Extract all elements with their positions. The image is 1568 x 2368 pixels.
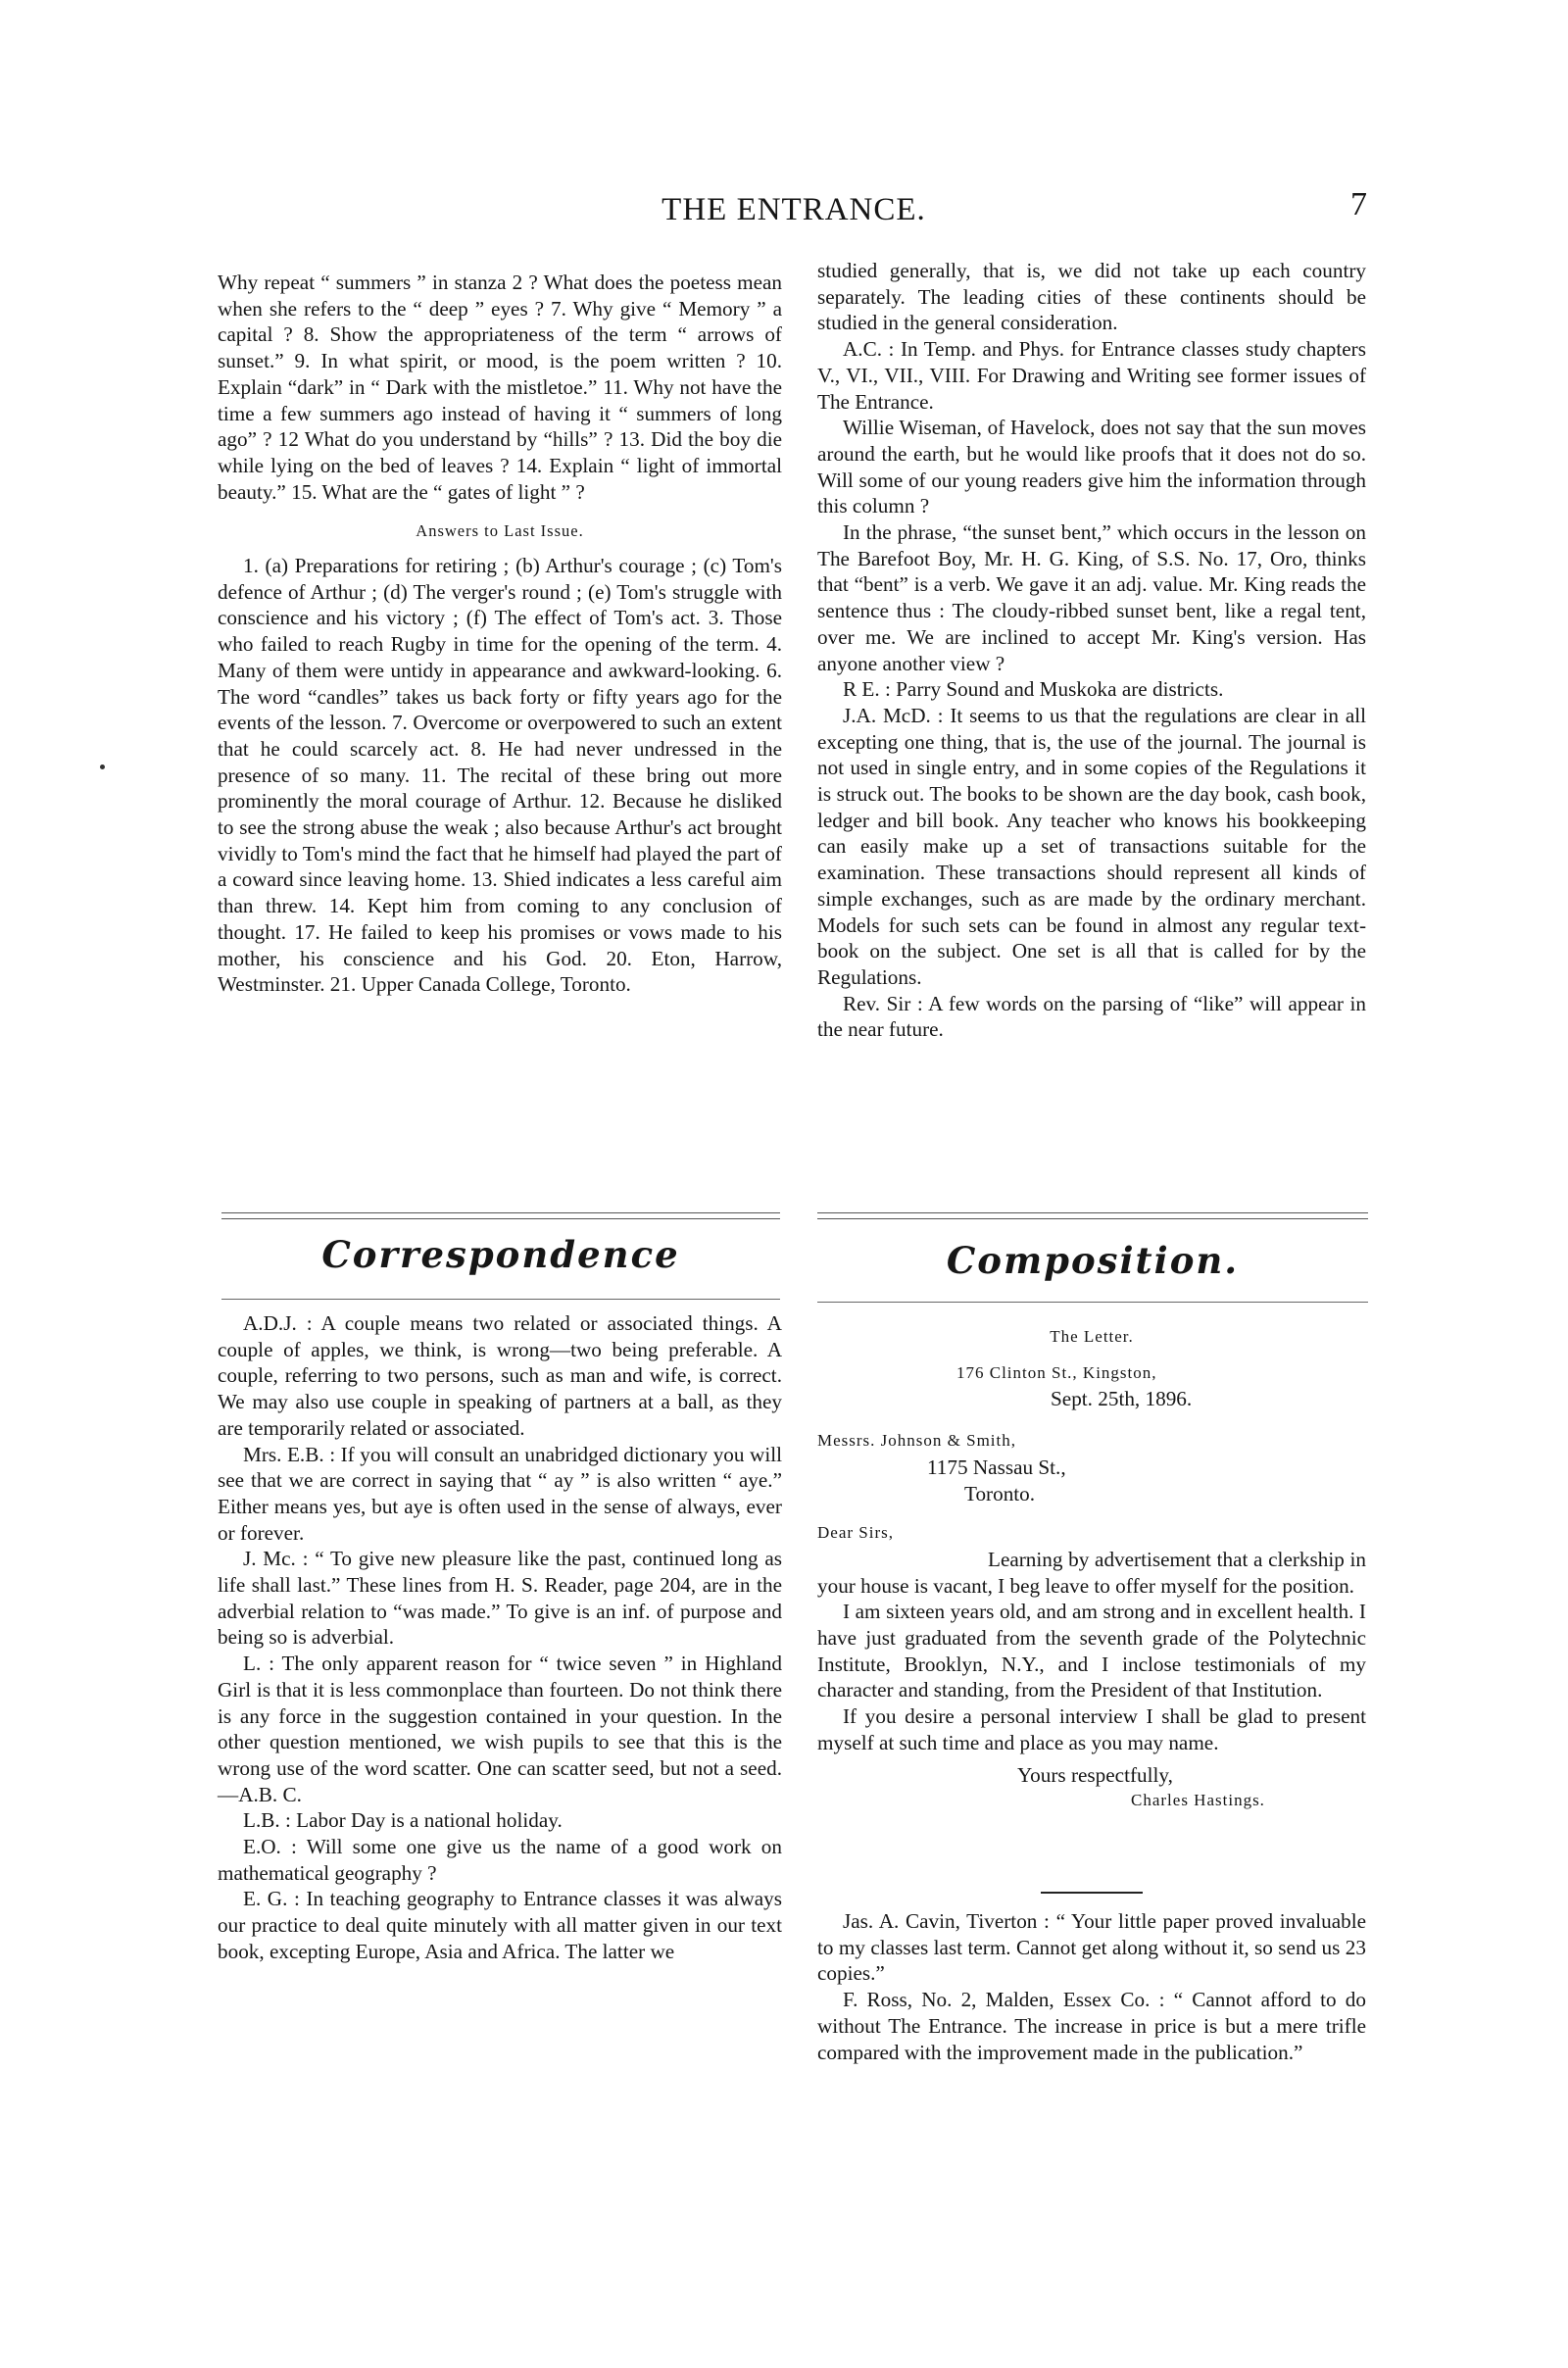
- questions-column: [218, 270, 782, 998]
- recipient-name: Messrs. Johnson & Smith,: [817, 1431, 1016, 1451]
- letter-body: Learning by advertisement that a clerkship in your house is vacant, I beg leave to offer myself for the position.: [817, 1547, 1366, 1598]
- reply-paragraph: studied generally, that is, we did not take up each country separately. The leading cities of these continents should be studied in the general consideration.: [817, 259, 1366, 335]
- answers-text: 1. (a) Preparations for retiring ; (b) Arthur's courage ; (c) Tom's defence of Arthur ; (d) The verger's round ; (e) Tom's struggle with conscience and his victory ; (f) The effect of Tom's act. 3. Those who failed to reach Rugby in time for the opening of the term. 4. Many of them were untidy in appearance and awkward-looking. 6. The word “candles” takes us back forty or fifty years ago for the events of the lesson. 7. Overcome or overpowered to such an extent that he could scarcely act. 8. He had never undressed in the presence of so many. 11. The recital of these bring out more prominently the moral courage of Arthur. 12. Because he disliked to see the strong abuse the weak ; also because Arthur's act brought vividly to Tom's mind the fact that he himself had played the part of a coward since leaving home. 13. Shied indicates a less careful aim than threw. 14. Kept him from coming to any conclusion of thought. 17. He failed to keep his promises or vows made to his mother, his conscience and his God. 20. Eton, Harrow, Westminster. 21. Upper Canada College, Toronto.: [218, 554, 782, 997]
- letter-closing: Yours respectfully,: [1017, 1762, 1173, 1787]
- sample-letter: [817, 1318, 1366, 1814]
- correspondence-heading: Correspondence: [321, 1233, 680, 1276]
- margin-speck: [100, 765, 105, 769]
- reply-paragraph: In the phrase, “the sunset bent,” which occurs in the lesson on The Barefoot Boy, Mr. H. G. King, of S.S. No. 17, Oro, thinks that “bent” is a verb. We gave it an adj. value. Mr. King reads the sentence thus : The cloudy-ribbed sunset bent, like a regal tent, over me. We are inclined to accept Mr. King's version. Has anyone another view ?: [817, 520, 1366, 675]
- letter-title: The Letter.: [1050, 1327, 1134, 1346]
- recipient-city: Toronto.: [964, 1481, 1036, 1505]
- endorsement-divider: [1041, 1892, 1143, 1894]
- sender-address: 176 Clinton St., Kingston,: [956, 1362, 1157, 1382]
- reply-paragraph: R E. : Parry Sound and Muskoka are districts.: [843, 677, 1224, 702]
- reply-paragraph: Willie Wiseman, of Havelock, does not say that the sun moves around the earth, but he would like proofs that it does not do so. Will some of our young readers give him the information through this column ?: [817, 416, 1366, 518]
- correspondence-item: Mrs. E.B. : If you will consult an unabridged dictionary you will see that we are correct in saying that “ ay ” is also written “ aye.” Either means yes, but aye is often used in the sense of always, ever or forever.: [218, 1442, 782, 1545]
- correspondence-item: E.O. : Will some one give us the name of a good work on mathematical geography ?: [218, 1835, 782, 1885]
- letter-signature: Charles Hastings.: [1131, 1791, 1265, 1810]
- correspondence-item: E. G. : In teaching geography to Entrance classes it was always our practice to deal quite minutely with all matter given in our text book, excepting Europe, Asia and Africa. The latter we: [218, 1887, 782, 1963]
- recipient-street: 1175 Nassau St.,: [927, 1455, 1066, 1479]
- correspondence-column: [218, 1310, 782, 1965]
- letter-date: Sept. 25th, 1896.: [1051, 1387, 1193, 1411]
- reply-paragraph: Rev. Sir : A few words on the parsing of “like” will appear in the near future.: [817, 991, 1366, 1042]
- letter-body: If you desire a personal interview I shall be glad to present myself at such time and place as you may name.: [817, 1704, 1366, 1754]
- running-title: THE ENTRANCE.: [662, 192, 926, 227]
- composition-heading: Composition.: [946, 1239, 1240, 1282]
- replies-column: [817, 258, 1366, 1043]
- correspondence-item: J. Mc. : “ To give new pleasure like the past, continued long as life shall last.” These lines from H. S. Reader, page 204, are in the adverbial relation to “was made.” To give is an inf. of purpose and being so is adverbial.: [218, 1547, 782, 1650]
- reply-paragraph: A.C. : In Temp. and Phys. for Entrance classes study chapters V., VI., VII., VIII. For Drawing and Writing see former issues of The Entrance.: [817, 337, 1366, 414]
- correspondence-item: L.B. : Labor Day is a national holiday.: [243, 1808, 563, 1833]
- study-questions: Why repeat “ summers ” in stanza 2 ? What does the poetess mean when she refers to the “ deep ” eyes ? 7. Why give “ Memory ” a capital ? 8. Show the appropriateness of the term “ arrows of sunset.” 9. In what spirit, or mood, is the poem written ? 10. Explain “dark” in “ Dark with the mistletoe.” 11. Why not have the time a few summers ago instead of having it “ summers of long ago” ? 12 What do you understand by “hills” ? 13. Did the boy die while lying on the bed of leaves ? 14. Explain “ light of immortal beauty.” 15. What are the “ gates of light ” ?: [218, 271, 782, 504]
- reply-paragraph: J.A. McD. : It seems to us that the regulations are clear in all excepting one thing, that is, the use of the journal. The journal is not used in single entry, and in some copies of the Regulations it is struck out. The books to be shown are the day book, cash book, ledger and bill book. Any teacher who knows his bookkeeping can easily make up a set of transactions suitable for the examination. These transactions should represent all kinds of simple exchanges, such as are made by the ordinary merchant. Models for such sets can be found in almost any regular text-book on the subject. One set is all that is called for by the Regulations.: [817, 703, 1366, 989]
- letter-body: I am sixteen years old, and am strong and in excellent health. I have just graduated from the seventh grade of the Polytechnic Institute, Brooklyn, N.Y., and I inclose testimonials of my character and standing, from the President of that Institution.: [817, 1600, 1366, 1702]
- endorsements: [817, 1908, 1366, 2065]
- endorsement-quote: Jas. A. Cavin, Tiverton : “ Your little paper proved invaluable to my classes last term. Cannot get along without it, so send us 23 copies.”: [817, 1909, 1366, 1986]
- page-number: 7: [1350, 186, 1367, 222]
- correspondence-item: L. : The only apparent reason for “ twice seven ” in Highland Girl is that it is less commonplace than fourteen. Do not think there is any force in the suggestion contained in your question. In the other question mentioned, we wish pupils to see that this is the wrong use of the word scatter. One can scatter seed, but not a seed.—A.B. C.: [218, 1652, 782, 1806]
- endorsement-quote: F. Ross, No. 2, Malden, Essex Co. : “ Cannot afford to do without The Entrance. The increase in price is but a mere trifle compared with the improvement made in the publication.”: [817, 1988, 1366, 2064]
- heading-underline: [221, 1299, 780, 1300]
- correspondence-item: A.D.J. : A couple means two related or associated things. A couple of apples, we think, is wrong—two being preferable. A couple, referring to two persons, such as man and wife, is correct. We may also use couple in speaking of partners at a ball, as they are temporarily related or associated.: [218, 1311, 782, 1440]
- salutation: Dear Sirs,: [817, 1523, 894, 1543]
- section-divider: [221, 1212, 780, 1219]
- page-header: [220, 186, 1367, 251]
- answers-heading: Answers to Last Issue.: [416, 521, 584, 541]
- section-divider: [817, 1212, 1368, 1219]
- heading-underline: [817, 1302, 1368, 1303]
